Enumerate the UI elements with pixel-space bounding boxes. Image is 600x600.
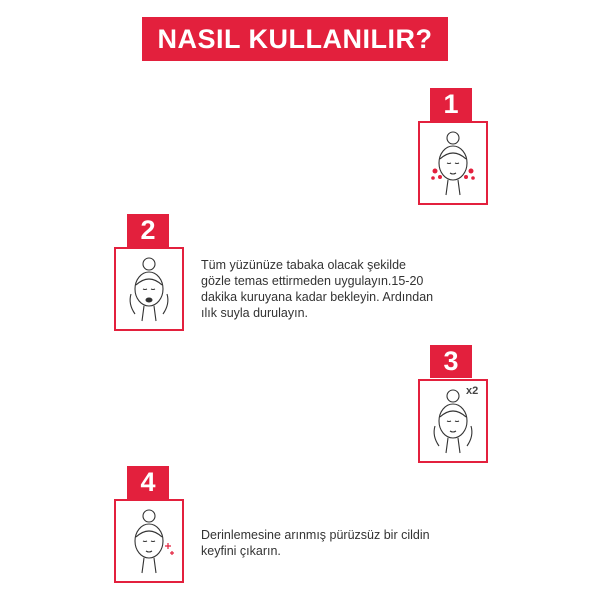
step-number-badge: 2 (127, 214, 169, 247)
face-cleansing-icon (418, 121, 488, 205)
face-illustration (116, 249, 182, 329)
step-4-text: Derinlemesine arınmış pürüzsüz bir cildin keyfini çıkarın. (201, 528, 430, 558)
face-glowing-icon (114, 499, 184, 583)
face-illustration (116, 501, 182, 581)
repeat-badge: x2 (466, 385, 479, 397)
step-number-badge: 3 (430, 345, 472, 378)
face-mask-apply-icon (114, 247, 184, 331)
step-2-text: Tüm yüzünüze tabaka olacak şekilde gözle temas ettirmeden uygulayın.15-20 dakika kuruyana kadar bekleyin. Ardından ılık suyla durulayın. (201, 258, 434, 320)
step-number-badge: 1 (430, 88, 472, 121)
step-number-badge: 4 (127, 466, 169, 499)
face-weekly-icon (418, 379, 488, 463)
page-title: NASIL KULLANILIR? (142, 17, 448, 61)
face-illustration (420, 123, 486, 203)
